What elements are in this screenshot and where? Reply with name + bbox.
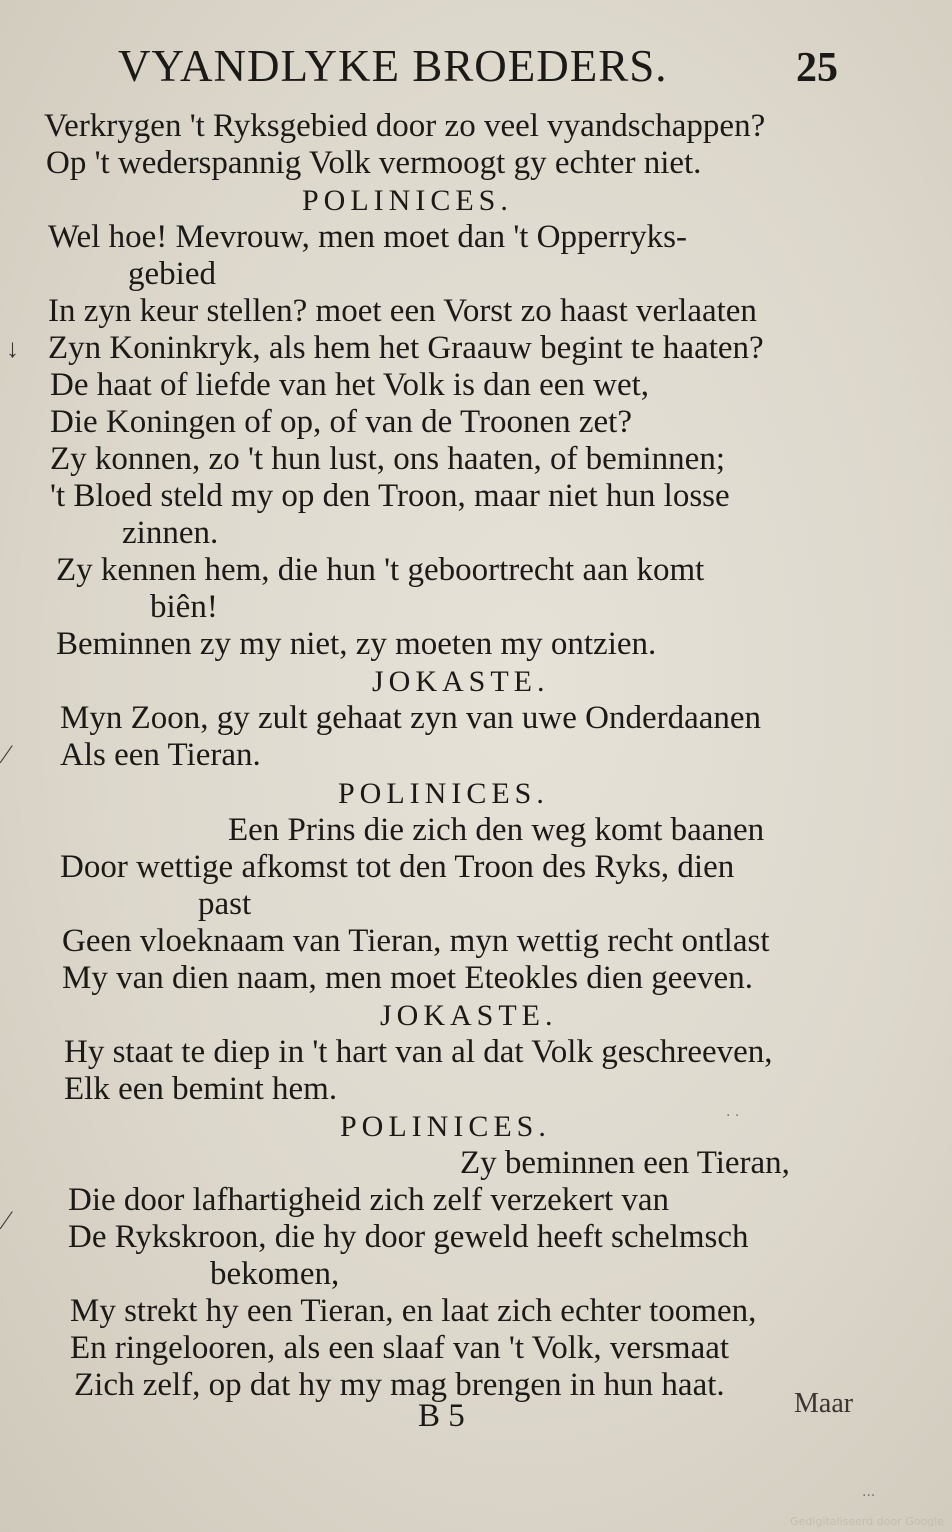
verse-line: Een Prins die zich den weg komt baanen <box>228 812 765 848</box>
verse-line: gebied <box>128 256 216 292</box>
verse-line: My strekt hy een Tieran, en laat zich echter toomen, <box>70 1293 757 1329</box>
verse-line: Die Koningen of op, of van de Troonen zet? <box>50 404 632 440</box>
verse-line: Verkrygen 't Ryksgebied door zo veel vyandschappen? <box>44 108 766 144</box>
verse-line: Myn Zoon, gy zult gehaat zyn van uwe Onderdaanen <box>60 700 762 736</box>
verse-line: bekomen, <box>210 1256 340 1292</box>
verse-line: Wel hoe! Mevrouw, men moet dan 't Opperryks- <box>48 219 687 255</box>
speaker-heading: POLINICES. <box>340 1110 551 1143</box>
verse-line: biên! <box>150 589 218 625</box>
page-header <box>0 40 952 100</box>
verse-line: 't Bloed steld my op den Troon, maar niet hun losse <box>50 478 730 514</box>
verse-line: Die door lafhartigheid zich zelf verzekert van <box>68 1182 670 1218</box>
speaker-heading: POLINICES. <box>302 184 513 217</box>
speaker-heading: POLINICES. <box>338 777 549 810</box>
verse-line: In zyn keur stellen? moet een Vorst zo haast verlaaten <box>48 293 757 329</box>
running-title: VYANDLYKE BROEDERS. <box>118 41 668 91</box>
verse-line: Als een Tieran. <box>60 737 261 773</box>
speaker-heading: JOKASTE. <box>380 999 558 1032</box>
margin-mark: ⁄ <box>4 740 9 769</box>
margin-mark: ⁄ <box>4 1206 9 1235</box>
margin-mark: ↓ <box>6 334 19 363</box>
verse-line: Op 't wederspannig Volk vermoogt gy echter niet. <box>46 145 702 181</box>
verse-line: Zy beminnen een Tieran, <box>460 1145 790 1181</box>
verse-line: My van dien naam, men moet Eteokles dien geeven. <box>62 960 753 996</box>
verse-line: Hy staat te diep in 't hart van al dat Volk geschreeven, <box>64 1034 773 1070</box>
verse-line: Zyn Koninkryk, als hem het Graauw begint te haaten? <box>48 330 764 366</box>
verse-line: De Rykskroon, die hy door geweld heeft schelmsch <box>68 1219 749 1255</box>
verse-line: past <box>198 886 252 922</box>
catchword: Maar <box>794 1388 854 1419</box>
verse-line: Zich zelf, op dat hy my mag brengen in hun haat. <box>74 1367 725 1403</box>
verse-line: Zy kennen hem, die hun 't geboortrecht aan komt <box>56 552 705 588</box>
verse-line: zinnen. <box>122 515 219 551</box>
speaker-heading: JOKASTE. <box>372 665 550 698</box>
verse-line: Zy konnen, zo 't hun lust, ons haaten, of beminnen; <box>50 441 725 477</box>
digitization-watermark: Gedigitaliseerd door Google <box>790 1515 944 1528</box>
ink-speck: ··· <box>862 1488 876 1504</box>
verse-line: Door wettige afkomst tot den Troon des Ryks, dien <box>60 849 735 885</box>
verse-line: En ringelooren, als een slaaf van 't Volk, versmaat <box>70 1330 730 1366</box>
verse-line: Elk een bemint hem. <box>64 1071 338 1107</box>
page-number: 25 <box>796 45 838 91</box>
signature-mark: B 5 <box>418 1398 465 1434</box>
verse-line: De haat of liefde van het Volk is dan een wet, <box>50 367 650 403</box>
ink-speck: · · <box>726 1108 740 1124</box>
verse-line: Beminnen zy my niet, zy moeten my ontzien. <box>56 626 657 662</box>
verse-line: Geen vloeknaam van Tieran, myn wettig recht ontlast <box>62 923 770 959</box>
